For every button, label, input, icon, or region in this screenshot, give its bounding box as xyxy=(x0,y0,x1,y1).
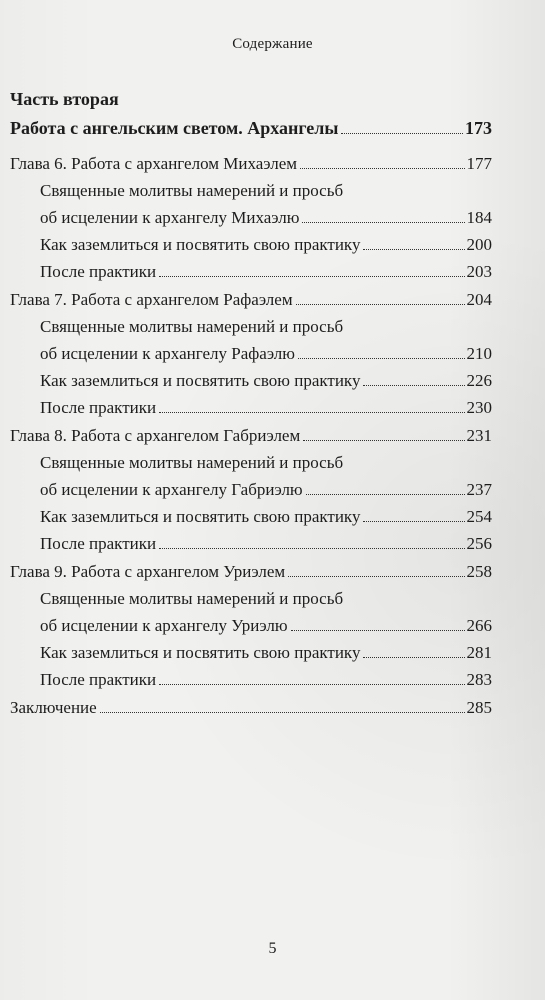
entry-title: Как заземлиться и посвятить свою практику xyxy=(40,643,361,662)
entry-title: Как заземлиться и посвятить свою практику xyxy=(40,235,361,254)
entry-page: 177 xyxy=(466,154,492,173)
entry-page: 230 xyxy=(466,398,492,417)
entry-title: об исцелении к архангелу Габриэлю xyxy=(40,480,303,499)
page-number: 5 xyxy=(268,940,277,957)
toc-entry-prayers xyxy=(10,341,492,366)
entry-title: Заключение xyxy=(10,698,97,717)
dot-leader xyxy=(159,276,464,277)
entry-title: Глава 8. Работа с архангелом Габриэлем xyxy=(10,426,301,445)
entry-page: 210 xyxy=(466,344,492,363)
entry-page: 231 xyxy=(466,426,492,445)
entry-title: После практики xyxy=(40,670,157,689)
dot-leader xyxy=(100,712,465,713)
toc-entry-grounding xyxy=(10,640,492,665)
toc-entry-prayers-line1: Священные молитвы намерений и просьб xyxy=(40,453,344,472)
entry-title: После практики xyxy=(40,262,157,281)
entry-title: Глава 6. Работа с архангелом Михаэлем xyxy=(10,154,298,173)
toc-entry-prayers xyxy=(10,205,492,230)
entry-title: об исцелении к архангелу Уриэлю xyxy=(40,616,288,635)
entry-title: Глава 9. Работа с архангелом Уриэлем xyxy=(10,562,286,581)
entry-title: Как заземлиться и посвятить свою практику xyxy=(40,507,361,526)
dot-leader xyxy=(159,412,464,413)
entry-title: После практики xyxy=(40,398,157,417)
toc-entry-after-practice xyxy=(10,259,492,284)
dot-leader xyxy=(298,358,465,359)
toc-entry-after-practice xyxy=(10,531,492,556)
dot-leader xyxy=(159,548,464,549)
entry-page: 283 xyxy=(466,670,492,689)
toc-entry-chapter-6 xyxy=(10,151,492,176)
entry-page: 203 xyxy=(466,262,492,281)
dot-leader xyxy=(291,630,465,631)
entry-page: 173 xyxy=(465,118,492,138)
dot-leader xyxy=(288,576,464,577)
toc-entry-prayers-line1: Священные молитвы намерений и просьб xyxy=(40,181,344,200)
toc-entry-grounding xyxy=(10,232,492,257)
toc-entry-grounding xyxy=(10,368,492,393)
entry-page: 258 xyxy=(466,562,492,581)
entry-page: 285 xyxy=(466,698,492,717)
dot-leader xyxy=(363,249,464,250)
entry-page: 281 xyxy=(466,643,492,662)
entry-page: 254 xyxy=(466,507,492,526)
entry-page: 200 xyxy=(466,235,492,254)
toc-entry-after-practice xyxy=(10,667,492,692)
toc-entry-chapter-9 xyxy=(10,559,492,584)
entry-page: 237 xyxy=(466,480,492,499)
entry-title: Как заземлиться и посвятить свою практику xyxy=(40,371,361,390)
entry-page: 256 xyxy=(466,534,492,553)
entry-page: 226 xyxy=(466,371,492,390)
dot-leader xyxy=(296,304,465,305)
running-header: Содержание xyxy=(232,36,313,52)
toc-entry-prayers-line1: Священные молитвы намерений и просьб xyxy=(40,589,344,608)
toc-entry-chapter-8 xyxy=(10,423,492,448)
dot-leader xyxy=(300,168,464,169)
entry-title: об исцелении к архангелу Рафаэлю xyxy=(40,344,295,363)
dot-leader xyxy=(302,222,464,223)
dot-leader xyxy=(363,657,464,658)
toc-entry-prayers xyxy=(10,613,492,638)
dot-leader xyxy=(341,133,463,134)
entry-page: 184 xyxy=(466,208,492,227)
entry-title: Глава 7. Работа с архангелом Рафаэлем xyxy=(10,290,293,309)
entry-page: 266 xyxy=(466,616,492,635)
entry-page: 204 xyxy=(466,290,492,309)
entry-title: Работа с ангельским светом. Архангелы xyxy=(10,118,339,138)
dot-leader xyxy=(159,684,464,685)
dot-leader xyxy=(303,440,464,441)
table-of-contents xyxy=(10,88,492,722)
dot-leader xyxy=(363,521,464,522)
dot-leader xyxy=(363,385,464,386)
toc-entry-prayers xyxy=(10,477,492,502)
entry-title: После практики xyxy=(40,534,157,553)
toc-entry-chapter-7 xyxy=(10,287,492,312)
part-label: Часть вторая xyxy=(10,89,119,109)
entry-title: об исцелении к архангелу Михаэлю xyxy=(40,208,300,227)
dot-leader xyxy=(306,494,465,495)
toc-entry-conclusion xyxy=(10,695,492,720)
toc-entry-prayers-line1: Священные молитвы намерений и просьб xyxy=(40,317,344,336)
toc-entry-grounding xyxy=(10,504,492,529)
toc-entry-after-practice xyxy=(10,395,492,420)
toc-entry-part-title xyxy=(10,116,492,141)
